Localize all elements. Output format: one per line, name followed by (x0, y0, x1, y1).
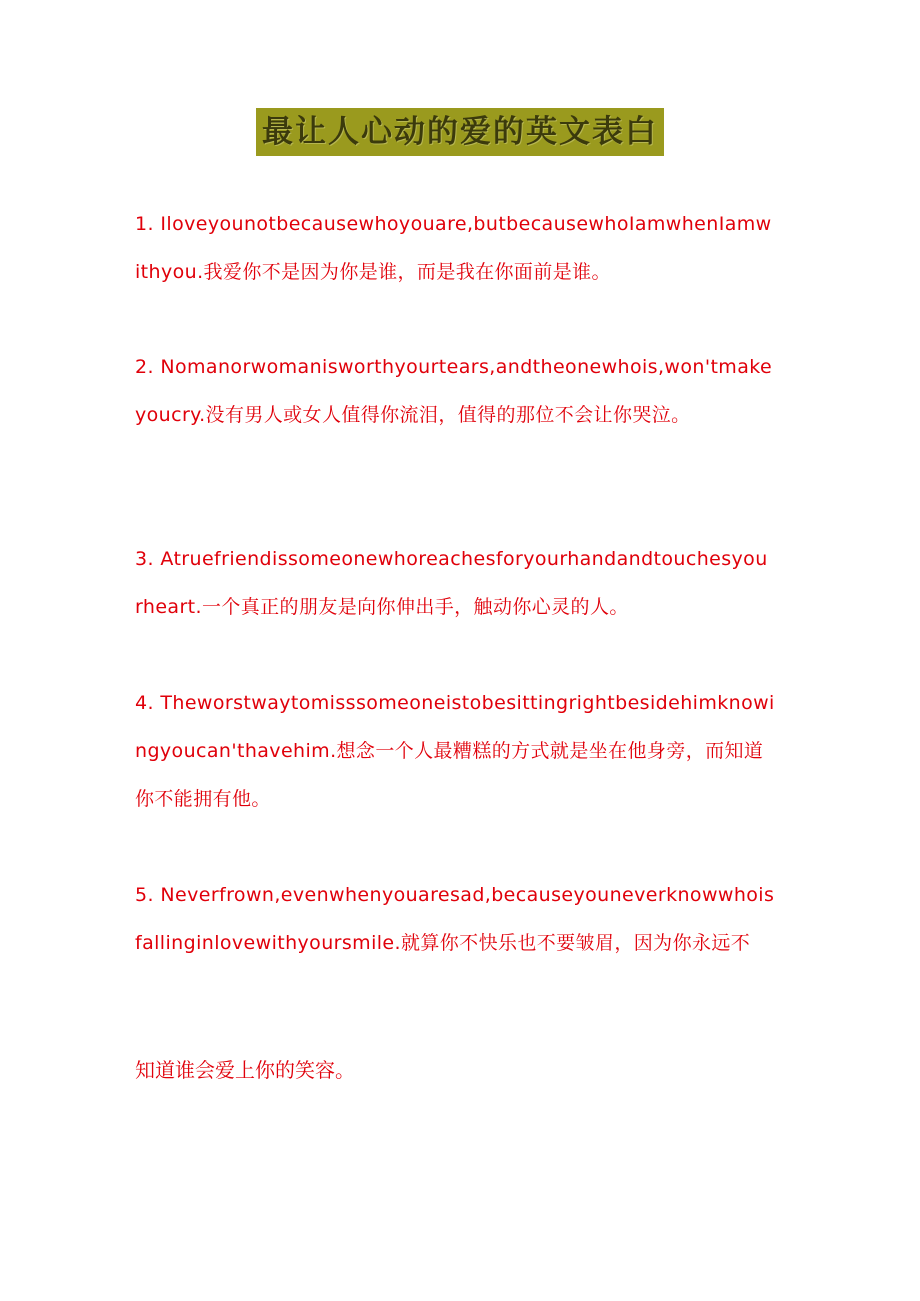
list-item (135, 343, 775, 439)
item-english: Nomanorwomanisworthyourtears,andtheonewhois,won'tmakeyoucry. (135, 356, 773, 426)
item-number: 4. (135, 692, 154, 714)
item-chinese: 我爱你不是因为你是谁，而是我在你面前是谁。 (203, 261, 611, 283)
item-number: 3. (135, 548, 154, 570)
item-english: Theworstwaytomisssomeoneistobesittingrightbesidehimknowingyoucan'thavehim. (135, 692, 775, 762)
item-number: 5. (135, 884, 154, 906)
item-chinese: 一个真正的朋友是向你伸出手，触动你心灵的人。 (201, 596, 629, 618)
list-item (135, 200, 775, 296)
list-item (135, 871, 775, 967)
item-number: 2. (135, 356, 154, 378)
item-english: Atruefriendissomeonewhoreachesforyourhandandtouchesyourheart. (135, 548, 768, 618)
item-english: Neverfrown,evenwhenyouaresad,becauseyouneverknowwhoisfallinginlovewithyoursmile. (135, 884, 775, 954)
item-number: 1. (135, 213, 154, 235)
item-chinese: 就算你不快乐也不要皱眉，因为你永远不 (400, 932, 751, 954)
title-wrapper (0, 108, 920, 156)
page-title: 最让人心动的爱的英文表白 (256, 108, 664, 156)
item-english: Iloveyounotbecausewhoyouare,butbecausewhoIamwhenIamwithyou. (135, 213, 772, 283)
item-chinese: 没有男人或女人值得你流泪，值得的那位不会让你哭泣。 (205, 404, 691, 426)
item-chinese: 想念一个人最糟糕的方式就是坐在他身旁，而知道你不能拥有他。 (135, 740, 764, 810)
list-item (135, 679, 775, 823)
item-continuation: 知道谁会爱上你的笑容。 (135, 1058, 355, 1082)
list-item (135, 535, 775, 631)
